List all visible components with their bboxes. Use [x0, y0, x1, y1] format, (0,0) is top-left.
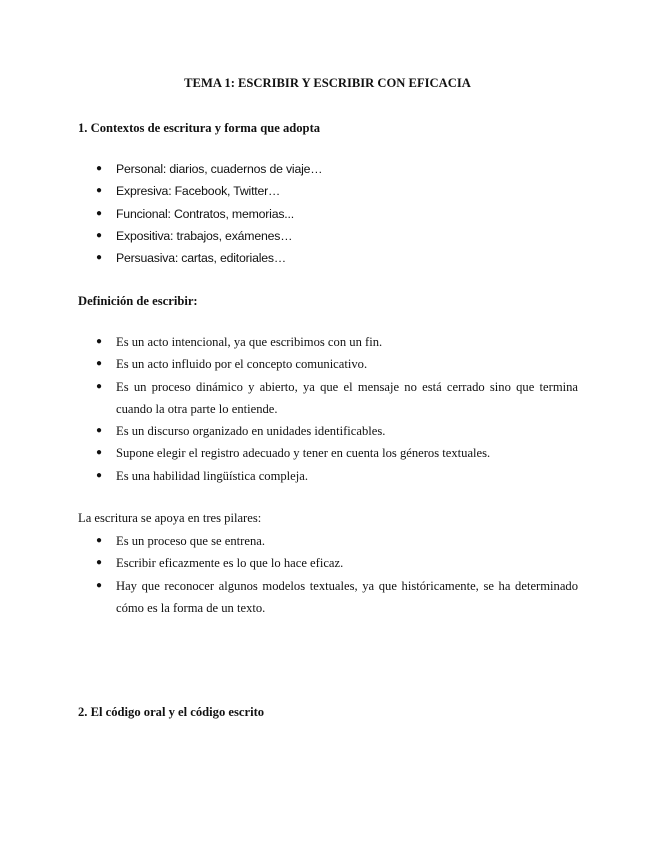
list-item: ● Hay que reconocer algunos modelos textuales, ya que históricamente, se ha determinado cómo es la forma de un texto. — [0, 575, 655, 620]
list-item: ● Persuasiva: cartas, editoriales… — [0, 247, 655, 269]
list-item: ● Es una habilidad lingüística compleja. — [0, 465, 655, 487]
bullet-icon: ● — [96, 447, 103, 459]
definition-list — [0, 331, 655, 487]
list-item: ● Es un acto intencional, ya que escribimos con un fin. — [0, 331, 655, 353]
pillars-intro: La escritura se apoya en tres pilares: — [78, 511, 262, 525]
bullet-icon: ● — [96, 185, 103, 197]
bullet-icon: ● — [96, 557, 103, 569]
bullet-icon: ● — [96, 358, 103, 370]
contexts-list — [0, 158, 655, 269]
bullet-icon: ● — [96, 425, 103, 437]
bullet-icon: ● — [96, 535, 103, 546]
definition-heading: Definición de escribir: — [78, 294, 198, 308]
list-item: ● Escribir eficazmente es lo que lo hace eficaz. — [0, 552, 655, 574]
list-item: ● Personal: diarios, cuadernos de viaje… — [0, 158, 655, 180]
list-item: ● Supone elegir el registro adecuado y tener en cuenta los géneros textuales. — [0, 442, 655, 464]
list-item: ● Es un proceso dinámico y abierto, ya que el mensaje no está cerrado sino que termina cuando la otra parte lo entiende. — [0, 376, 655, 421]
bullet-icon: ● — [96, 207, 103, 219]
section-2-heading: 2. El código oral y el código escrito — [78, 705, 265, 719]
list-item: ● Expositiva: trabajos, exámenes… — [0, 225, 655, 247]
bullet-icon: ● — [96, 380, 103, 392]
pillars-list — [0, 530, 655, 619]
list-item: ● Expresiva: Facebook, Twitter… — [0, 180, 655, 202]
list-item: ● Es un discurso organizado en unidades identificables. — [0, 420, 655, 442]
document-title: TEMA 1: ESCRIBIR Y ESCRIBIR CON EFICACIA — [184, 76, 471, 90]
bullet-icon: ● — [96, 469, 103, 481]
list-item: ● Es un proceso que se entrena. — [0, 530, 655, 552]
list-item: ● Funcional: Contratos, memorias... — [0, 203, 655, 225]
bullet-icon: ● — [96, 579, 103, 591]
bullet-icon: ● — [96, 229, 103, 241]
list-item: ● Es un acto influido por el concepto comunicativo. — [0, 353, 655, 375]
bullet-icon: ● — [96, 336, 103, 347]
bullet-icon: ● — [96, 252, 103, 264]
bullet-icon: ● — [96, 163, 103, 174]
section-1-heading: 1. Contextos de escritura y forma que adopta — [78, 121, 321, 135]
